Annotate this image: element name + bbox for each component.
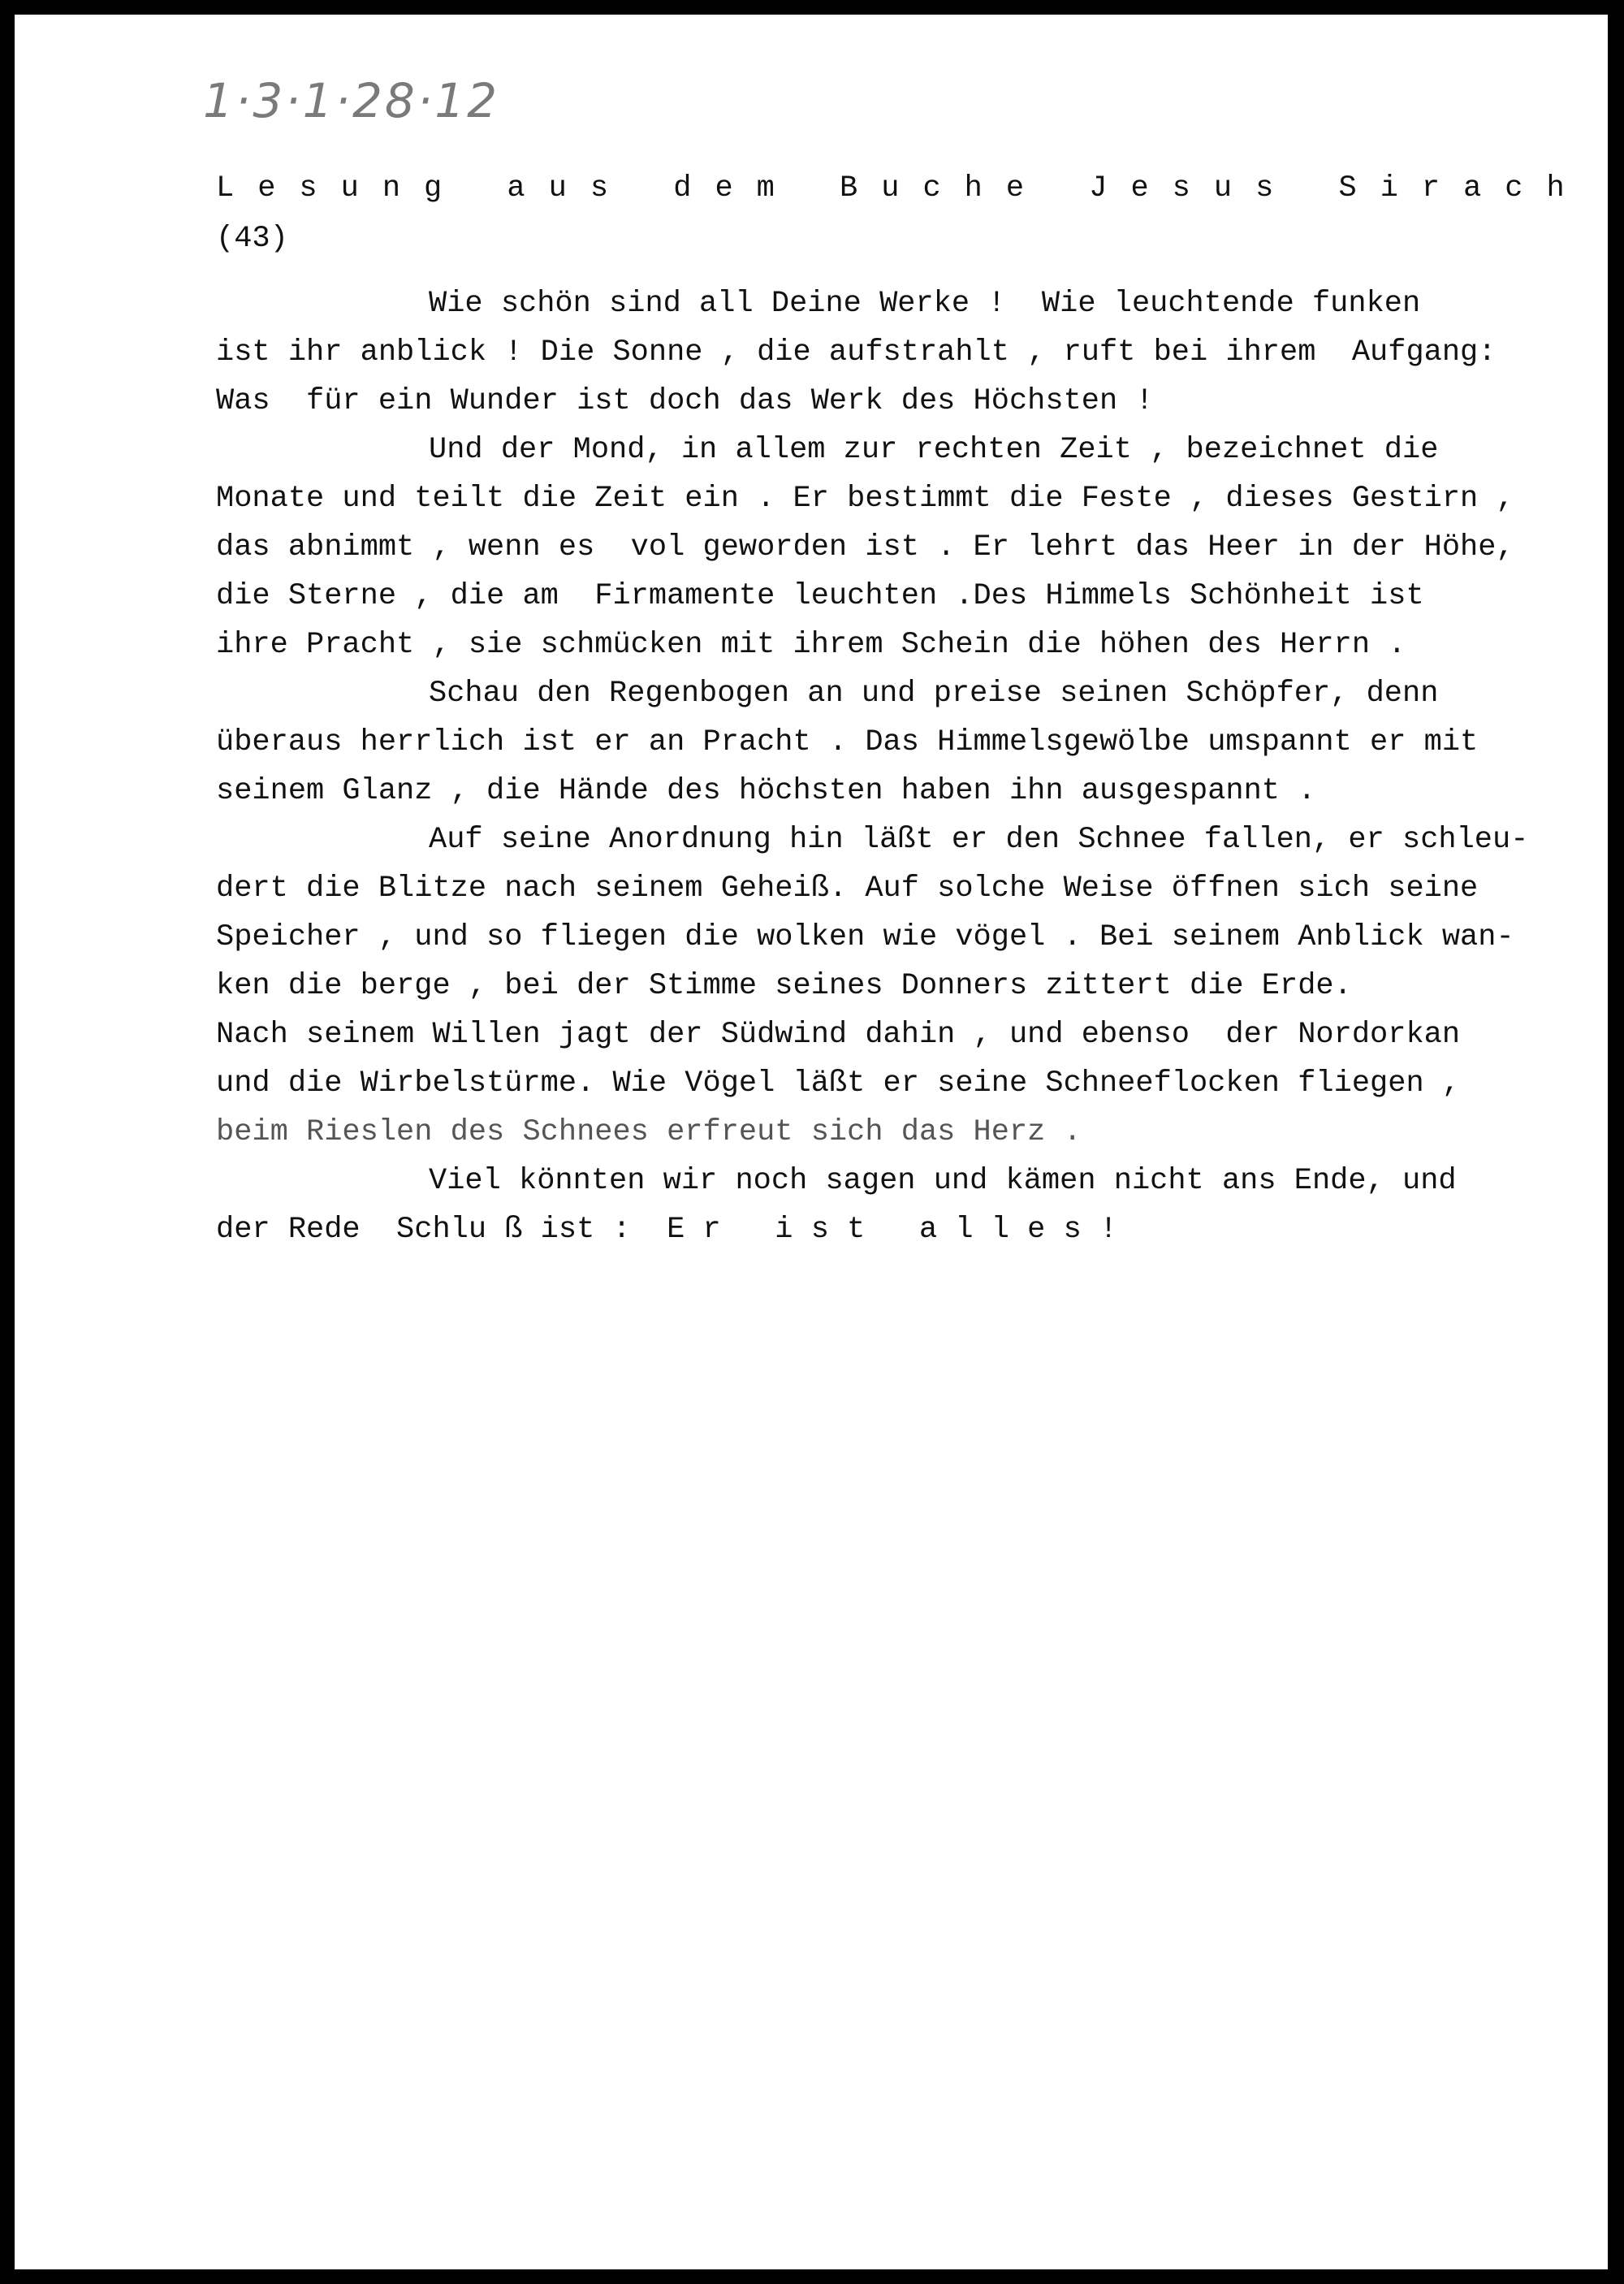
text-line: Nach seinem Willen jagt der Südwind dahin , und ebenso der Nordorkan xyxy=(216,1018,1461,1052)
text-line: Viel könnten wir noch sagen und kämen nicht ans Ende, und xyxy=(429,1164,1457,1198)
text-line: ist ihr anblick ! Die Sonne , die aufstrahlt , ruft bei ihrem Aufgang: xyxy=(216,335,1497,370)
chapter-number: (43) xyxy=(216,222,288,256)
text-line: Was für ein Wunder ist doch das Werk des Höchsten ! xyxy=(216,384,1154,418)
text-line: seinem Glanz , die Hände des höchsten haben ihn ausgespannt . xyxy=(216,774,1316,808)
text-line: ihre Pracht , sie schmücken mit ihrem Schein die höhen des Herrn . xyxy=(216,628,1406,662)
text-line: ken die berge , bei der Stimme seines Donners zittert die Erde. xyxy=(216,969,1352,1003)
text-line: überaus herrlich ist er an Pracht . Das Himmelsgewölbe umspannt er mit xyxy=(216,725,1479,759)
text-line: Wie schön sind all Deine Werke ! Wie leuchtende funken xyxy=(429,287,1421,321)
text-line: das abnimmt , wenn es vol geworden ist . Er lehrt das Heer in der Höhe, xyxy=(216,530,1514,565)
text-line: dert die Blitze nach seinem Geheiß. Auf solche Weise öffnen sich seine xyxy=(216,872,1479,906)
text-line: Und der Mond, in allem zur rechten Zeit , bezeichnet die xyxy=(429,433,1439,467)
text-line: und die Wirbelstürme. Wie Vögel läßt er seine Schneeflocken fliegen , xyxy=(216,1066,1461,1101)
handwritten-archive-number: 1·3·1·28·12 xyxy=(203,73,500,128)
text-line: Monate und teilt die Zeit ein . Er bestimmt die Feste , dieses Gestirn , xyxy=(216,482,1514,516)
text-line: der Rede Schlu ß ist : E r i s t a l l e s ! xyxy=(216,1213,1118,1247)
text-line: Schau den Regenbogen an und preise seinen Schöpfer, denn xyxy=(429,677,1439,711)
document-page xyxy=(15,15,1608,2269)
text-line: die Sterne , die am Firmamente leuchten .Des Himmels Schönheit ist xyxy=(216,579,1424,613)
text-line: Speicher , und so fliegen die wolken wie vögel . Bei seinem Anblick wan- xyxy=(216,920,1514,954)
reading-heading: Lesung aus dem Buche Jesus Sirach xyxy=(216,171,1588,205)
text-line: Auf seine Anordnung hin läßt er den Schnee fallen, er schleu- xyxy=(429,823,1529,857)
text-line: beim Rieslen des Schnees erfreut sich das Herz . xyxy=(216,1115,1082,1149)
